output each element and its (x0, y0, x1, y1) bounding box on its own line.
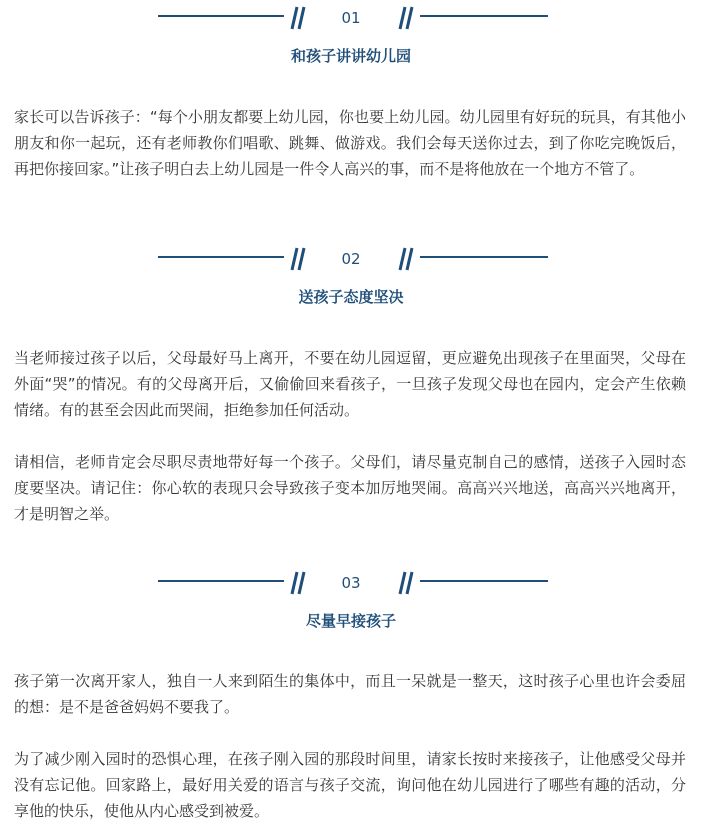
divider-line-right (420, 256, 548, 258)
double-slash-icon (288, 570, 308, 596)
section-divider (0, 249, 702, 271)
section-02 (0, 249, 702, 527)
section-paragraph: 家长可以告诉孩子：“每个小朋友都要上幼儿园，你也要上幼儿园。幼儿园里有好玩的玩具，有其他小朋友和你一起玩，还有老师教你们唱歌、跳舞、做游戏。我们会每天送你过去，到了你吃完晚饭后，再把你接回家。”让孩子明白去上幼儿园是一件令人高兴的事，而不是将他放在一个地方不管了。 (14, 108, 686, 178)
double-slash-icon (288, 5, 308, 31)
section-number: 02 (341, 250, 361, 268)
section-title: 送孩子态度坚决 (298, 288, 404, 306)
divider-line-left (158, 256, 284, 258)
section-divider (0, 8, 702, 30)
divider-line-right (420, 15, 548, 17)
double-slash-icon (396, 246, 416, 272)
double-slash-icon (396, 570, 416, 596)
section-divider (0, 573, 702, 595)
section-paragraph: 为了减少刚入园时的恐惧心理，在孩子刚入园的那段时间里，请家长按时来接孩子，让他感受父母并没有忘记他。回家路上，最好用关爱的语言与孩子交流，询问他在幼儿园进行了哪些有趣的活动，分享他的快乐，使他从内心感受到被爱。 (14, 750, 686, 820)
divider-line-right (420, 580, 548, 582)
double-slash-icon (396, 5, 416, 31)
section-title: 尽量早接孩子 (305, 612, 396, 630)
section-paragraph: 请相信，老师肯定会尽职尽责地带好每一个孩子。父母们，请尽量克制自己的感情，送孩子入园时态度要坚决。请记住：你心软的表现只会导致孩子变本加厉地哭闹。高高兴兴地送，高高兴兴地离开，才是明智之举。 (14, 453, 686, 523)
section-number: 03 (341, 574, 361, 592)
section-paragraph: 孩子第一次离开家人，独自一人来到陌生的集体中，而且一呆就是一整天，这时孩子心里也许会委屈的想：是不是爸爸妈妈不要我了。 (14, 672, 686, 716)
section-title: 和孩子讲讲幼儿园 (290, 47, 411, 65)
double-slash-icon (288, 246, 308, 272)
divider-line-left (158, 15, 284, 17)
section-01 (0, 8, 702, 182)
divider-line-left (158, 580, 284, 582)
section-paragraph: 当老师接过孩子以后，父母最好马上离开，不要在幼儿园逗留，更应避免出现孩子在里面哭，父母在外面“哭”的情况。有的父母离开后，又偷偷回来看孩子，一旦孩子发现父母也在园内，定会产生依赖情绪。有的甚至会因此而哭闹，拒绝参加任何活动。 (14, 349, 686, 419)
section-03 (0, 573, 702, 824)
section-number: 01 (341, 9, 361, 27)
